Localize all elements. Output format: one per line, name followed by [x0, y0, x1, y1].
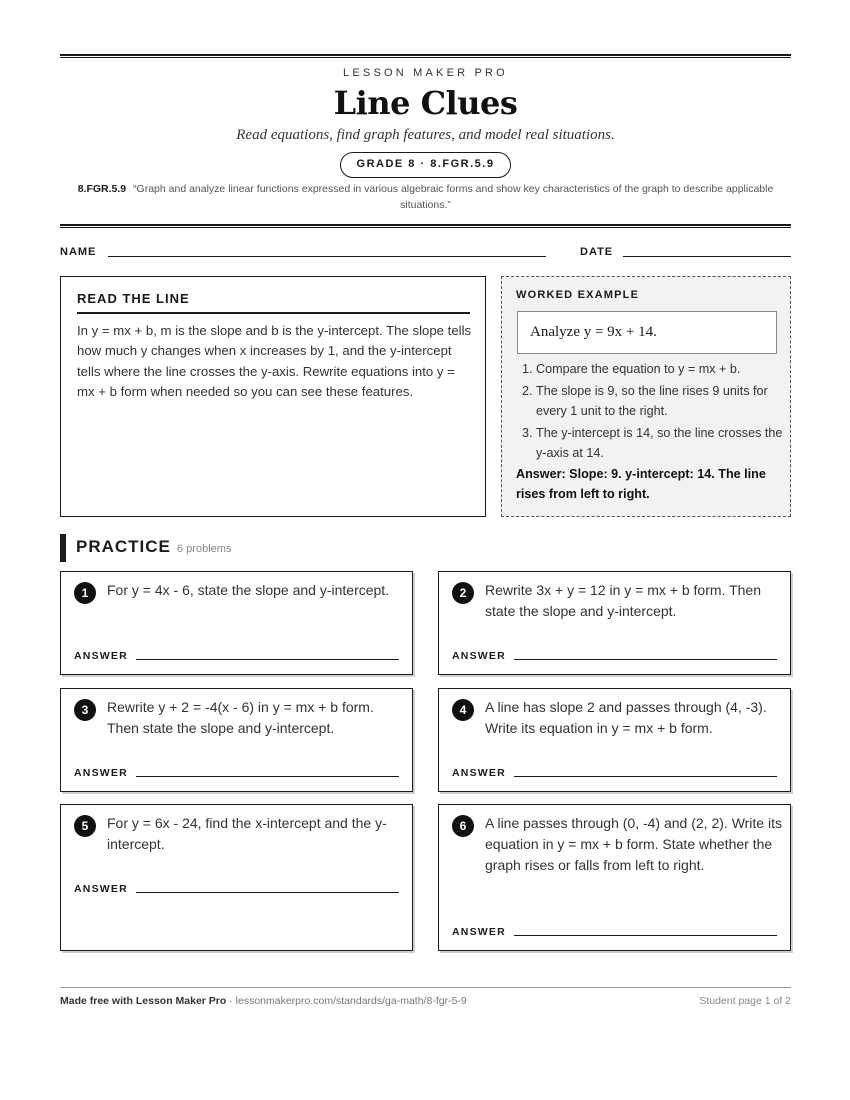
answer-label: ANSWER	[74, 650, 128, 662]
problem-card-1	[60, 571, 413, 675]
answer-line[interactable]	[136, 776, 399, 777]
brand-name: LESSON MAKER PRO	[343, 67, 508, 79]
name-field[interactable]	[108, 256, 546, 257]
read-the-line-body: In y = mx + b, m is the slope and b is the y-intercept. The slope tells how much y changes when x increases by 1, and the y-intercept tells where the line crosses the y-axis. Rewrite equations into y = mx + b form when needed so you can see these features.	[77, 323, 472, 399]
problem-text: For y = 4x - 6, state the slope and y-intercept.	[107, 582, 390, 598]
step-text: The slope is 9, so the line rises 9 units for every 1 unit to the right.	[536, 384, 768, 418]
worked-example-equation: Analyze y = 9x + 14.	[517, 311, 777, 354]
worked-example-steps	[516, 359, 786, 465]
footer-page-number: Student page 1 of 2	[699, 995, 791, 1007]
problem-number-badge: 6	[452, 815, 474, 837]
date-label: DATE	[580, 246, 614, 258]
read-the-line-box	[60, 276, 486, 517]
practice-accent-bar	[60, 534, 66, 562]
problem-card-4	[438, 688, 791, 792]
problem-card-3	[60, 688, 413, 792]
footer-rule	[60, 987, 791, 988]
step-text: The y-intercept is 14, so the line crosses the y-axis at 14.	[536, 426, 783, 460]
problem-text: Rewrite 3x + y = 12 in y = mx + b form. Then state the slope and y-intercept.	[485, 582, 761, 619]
step-number: 1.	[522, 362, 533, 376]
problem-card-5	[60, 804, 413, 951]
problem-card-6	[438, 804, 791, 951]
answer-line[interactable]	[136, 659, 399, 660]
page-title: Line Clues	[333, 84, 518, 122]
answer-label: ANSWER	[452, 926, 506, 938]
answer-line[interactable]	[514, 935, 777, 936]
footer-made-with: Made free with Lesson Maker Pro	[60, 995, 227, 1007]
header-bottom-rule	[60, 224, 791, 228]
answer-line[interactable]	[136, 892, 399, 893]
practice-heading: PRACTICE	[76, 537, 171, 556]
problem-number-badge: 4	[452, 699, 474, 721]
answer-label: ANSWER	[452, 767, 506, 779]
step-number: 3.	[522, 426, 533, 440]
page-subtitle: Read equations, find graph features, and model real situations.	[236, 127, 615, 143]
problem-text: Rewrite y + 2 = -4(x - 6) in y = mx + b form. Then state the slope and y-intercept.	[107, 699, 374, 736]
footer-url[interactable]: · lessonmakerpro.com/standards/ga-math/8-fgr-5-9	[226, 995, 467, 1007]
answer-line[interactable]	[514, 659, 777, 660]
answer-line[interactable]	[514, 776, 777, 777]
worked-example-heading: WORKED EXAMPLE	[516, 289, 640, 301]
problem-number-badge: 5	[74, 815, 96, 837]
step-text: Compare the equation to y = mx + b.	[536, 362, 741, 376]
worksheet-page	[60, 0, 791, 1100]
problem-number-badge: 3	[74, 699, 96, 721]
problem-number-badge: 2	[452, 582, 474, 604]
top-double-rule	[60, 54, 791, 58]
practice-count: 6 problems	[177, 543, 232, 555]
name-label: NAME	[60, 246, 97, 258]
problem-text: A line passes through (0, -4) and (2, 2). Write its equation in y = mx + b form. State whether the graph rises or falls from left to right.	[485, 815, 782, 873]
problem-card-2	[438, 571, 791, 675]
problem-text: For y = 6x - 24, find the x-intercept and the y-intercept.	[107, 815, 387, 852]
example-step	[516, 381, 786, 421]
example-step	[516, 359, 786, 379]
answer-label: ANSWER	[452, 650, 506, 662]
problem-text: A line has slope 2 and passes through (4, -3). Write its equation in y = mx + b form.	[485, 699, 767, 736]
worked-example-answer: Answer: Slope: 9. y-intercept: 14. The line rises from left to right.	[516, 467, 766, 501]
grade-badge: GRADE 8 · 8.FGR.5.9	[340, 152, 511, 178]
standard-description	[70, 181, 781, 213]
read-the-line-heading: READ THE LINE	[77, 291, 190, 306]
problem-number-badge: 1	[74, 582, 96, 604]
example-step	[516, 423, 786, 463]
answer-label: ANSWER	[74, 883, 128, 895]
footer-credit	[60, 995, 467, 1007]
answer-label: ANSWER	[74, 767, 128, 779]
date-field[interactable]	[623, 256, 791, 257]
step-number: 2.	[522, 384, 533, 398]
standard-code: 8.FGR.5.9	[77, 183, 127, 195]
standard-text: “Graph and analyze linear functions expressed in various algebraic forms and show key characteristics of the graph to describe applicable situations.”	[133, 183, 774, 211]
worked-example-box	[501, 276, 791, 517]
read-heading-underline	[77, 312, 470, 314]
